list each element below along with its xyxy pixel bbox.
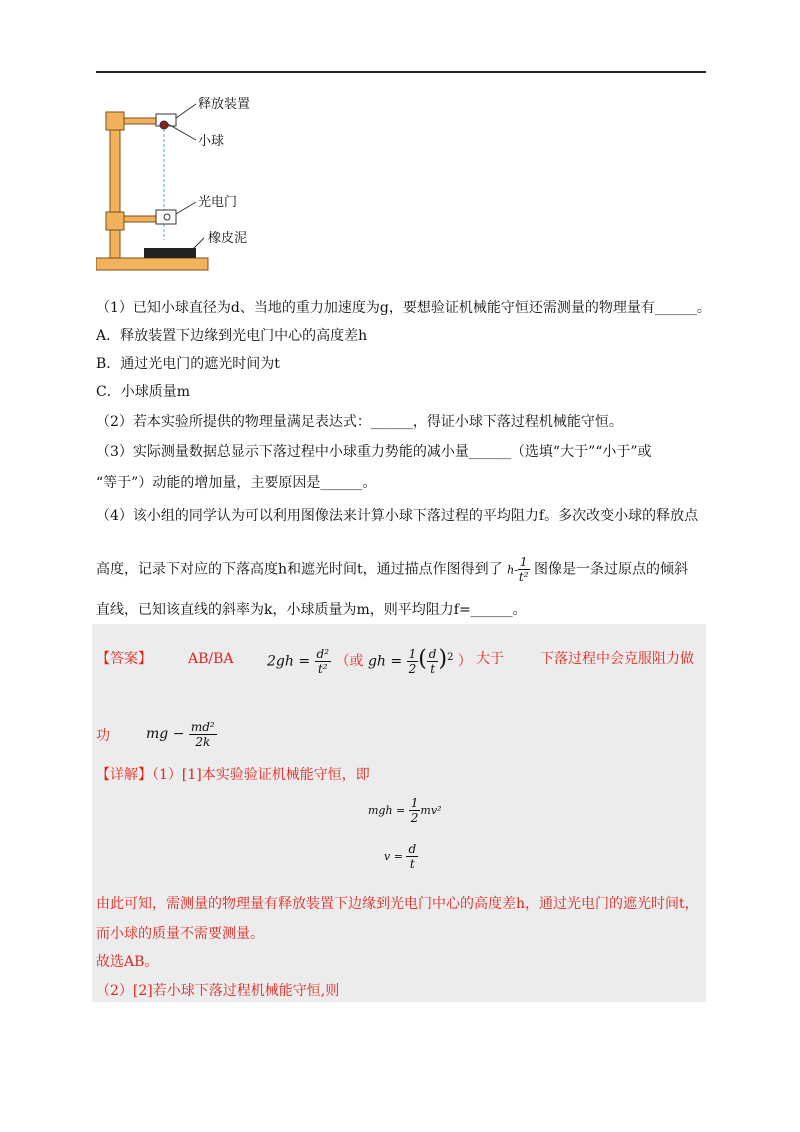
question-1: （1）已知小球直径为d、当地的重力加速度为g，要想验证机械能守恒还需测量的物理量有______。 [96, 300, 711, 316]
question-3-line1: （3）实际测量数据总显示下落过程中小球重力势能的减小量______（选填“大于”“小于”或 [96, 444, 652, 460]
answer-5: mg − $\frac{\text{md²}}{2k}$ [146, 719, 215, 749]
top-clamp [106, 112, 124, 130]
detail-line-2: 由此可知，需测量的物理量有释放装置下边缘到光电门中心的高度差h，通过光电门的遮光时间t， [96, 896, 699, 912]
option-a: A．释放装置下边缘到光电门中心的高度差h [96, 328, 368, 344]
mid-arm [124, 216, 156, 222]
clay-block [144, 248, 196, 258]
label-ball: 小球 [198, 133, 225, 148]
detail-line-5: （2）[2]若小球下落过程机械能守恒,则 [96, 983, 340, 999]
detail-line-4: 故选AB。 [96, 954, 159, 970]
top-rule [96, 71, 706, 73]
stand-pole [110, 122, 120, 258]
answer-3: 大于 [476, 651, 504, 667]
detail-line-1: 【详解】（1）[1]本实验验证机械能守恒，即 [96, 767, 370, 783]
ball-icon [160, 121, 168, 129]
answer-tag: 【答案】 [96, 651, 152, 667]
base-board [96, 258, 208, 270]
label-release: 释放装置 [198, 96, 251, 111]
q4-graph-label: h- [507, 563, 518, 577]
detail-line-3: 而小球的质量不需要测量。 [96, 926, 264, 942]
option-b: B．通过光电门的遮光时间为t [96, 356, 280, 372]
q4-text-a: 高度，记录下对应的下落高度h和遮光时间t，通过描点作图得到了 [96, 561, 503, 578]
option-c: C．小球质量m [96, 384, 190, 400]
answer-4-line1: 下落过程中会克服阻力做 [540, 651, 694, 667]
answer-2: 2gh = $\frac{\text{d²}}{\text{t²}}$ （或 gh = $\frac{1}{2}$ ( $\frac{d}{t}$ )$^2$ ） [267, 646, 472, 677]
label-gate: 光电门 [198, 194, 238, 209]
answer-4-line2: 功 [96, 728, 110, 744]
question-2: （2）若本实验所提供的物理量满足表达式：______，得证小球下落过程机械能守恒。 [96, 414, 623, 430]
q4-graph-frac: $\frac{1}{\text{t²}}$ [518, 555, 529, 584]
mid-clamp [106, 212, 124, 230]
equation-2: v = $\frac{d}{t}$ [384, 841, 417, 871]
answer-1: AB/BA [188, 651, 234, 667]
equation-1: mgh = $\frac{1}{2}$ mv² [368, 795, 442, 825]
q4-text-b: 图像是一条过原点的倾斜 [534, 561, 689, 578]
question-3-line2: “等于”）动能的增加量，主要原因是______。 [96, 475, 377, 491]
apparatus-figure [96, 92, 276, 272]
question-4-line1: （4）该小组的同学认为可以利用图像法来计算小球下落过程的平均阻力f。多次改变小球的释放点 [96, 508, 699, 524]
question-4-line3: 直线，已知该直线的斜率为k，小球质量为m，则平均阻力f=______。 [96, 602, 527, 618]
question-4-line2 [96, 555, 688, 584]
label-clay: 橡皮泥 [208, 230, 248, 245]
top-arm [124, 118, 156, 124]
